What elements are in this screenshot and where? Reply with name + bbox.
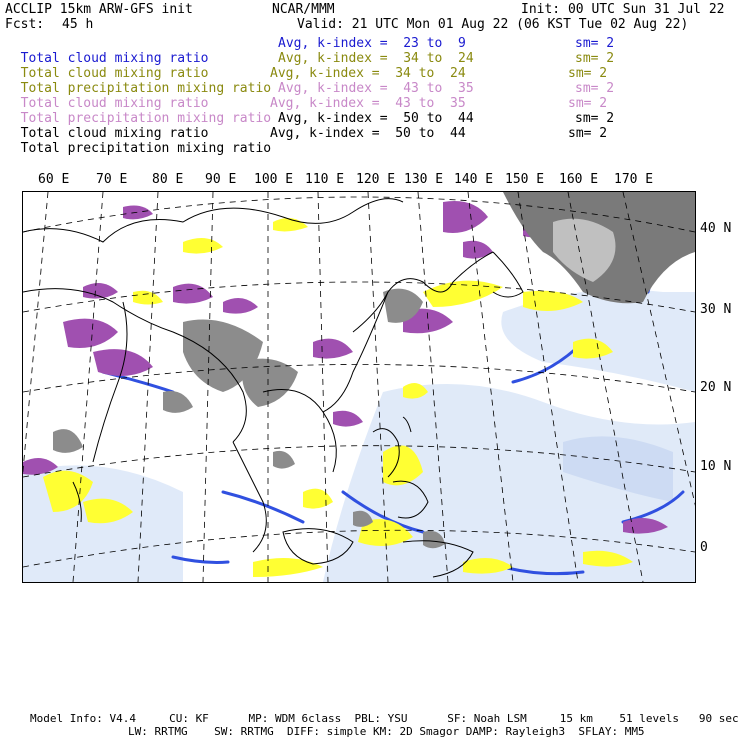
map-panel: [22, 191, 696, 583]
field-name: Total cloud mixing ratio: [20, 51, 209, 66]
field-row: [5, 126, 271, 156]
field-name: Total precipitation mixing ratio: [20, 141, 272, 156]
lat-label: 0: [700, 540, 708, 555]
lon-label: 150 E: [505, 172, 545, 187]
field-avg: Avg, k-index = 34 to 24: [270, 66, 466, 81]
lat-label: 40 N: [700, 221, 732, 236]
lon-label: 70 E: [96, 172, 128, 187]
field-sm: sm= 2: [568, 126, 608, 141]
lat-label: 30 N: [700, 302, 732, 317]
lon-label: 80 E: [152, 172, 184, 187]
field-avg: Avg, k-index = 43 to 35: [270, 96, 466, 111]
field-sm: sm= 2: [575, 51, 615, 66]
field-name: Total cloud mixing ratio: [20, 66, 209, 81]
lon-label: 130 E: [404, 172, 444, 187]
field-avg: Avg, k-index = 34 to 24: [278, 51, 474, 66]
field-name: Total cloud mixing ratio: [20, 126, 209, 141]
field-sm: sm= 2: [575, 81, 615, 96]
lat-label: 10 N: [700, 459, 732, 474]
lon-label: 140 E: [454, 172, 494, 187]
lon-label: 170 E: [614, 172, 654, 187]
valid-time: Valid: 21 UTC Mon 01 Aug 22 (06 KST Tue 02 Aug 22): [297, 17, 689, 32]
org-label: NCAR/MMM: [272, 2, 335, 17]
cloud-map: [23, 192, 695, 582]
field-avg: Avg, k-index = 43 to 35: [278, 81, 474, 96]
physics-info: LW: RRTMG SW: RRTMG DIFF: simple KM: 2D Smagor DAMP: Rayleigh3 SFLAY: MM5: [128, 725, 645, 738]
field-sm: sm= 2: [575, 111, 615, 126]
init-time: Init: 00 UTC Sun 31 Jul 22: [521, 2, 725, 17]
lon-label: 160 E: [559, 172, 599, 187]
model-info: Model Info: V4.4 CU: KF MP: WDM 6class PBL: YSU SF: Noah LSM 15 km 51 levels 90 sec: [30, 712, 739, 725]
field-name: Total precipitation mixing ratio: [20, 111, 272, 126]
field-name: Total precipitation mixing ratio: [20, 81, 272, 96]
field-avg: Avg, k-index = 50 to 44: [270, 126, 466, 141]
forecast-label: Fcst:: [5, 17, 45, 32]
field-avg: Avg, k-index = 50 to 44: [278, 111, 474, 126]
lon-label: 110 E: [305, 172, 345, 187]
field-avg: Avg, k-index = 23 to 9: [278, 36, 466, 51]
lon-label: 90 E: [205, 172, 237, 187]
lon-label: 120 E: [356, 172, 396, 187]
model-title: ACCLIP 15km ARW-GFS init: [5, 2, 193, 17]
lon-label: 60 E: [38, 172, 70, 187]
lon-label: 100 E: [254, 172, 294, 187]
field-sm: sm= 2: [568, 96, 608, 111]
field-name: Total cloud mixing ratio: [20, 96, 209, 111]
field-sm: sm= 2: [568, 66, 608, 81]
forecast-hour: 45 h: [62, 17, 94, 32]
field-sm: sm= 2: [575, 36, 615, 51]
lat-label: 20 N: [700, 380, 732, 395]
